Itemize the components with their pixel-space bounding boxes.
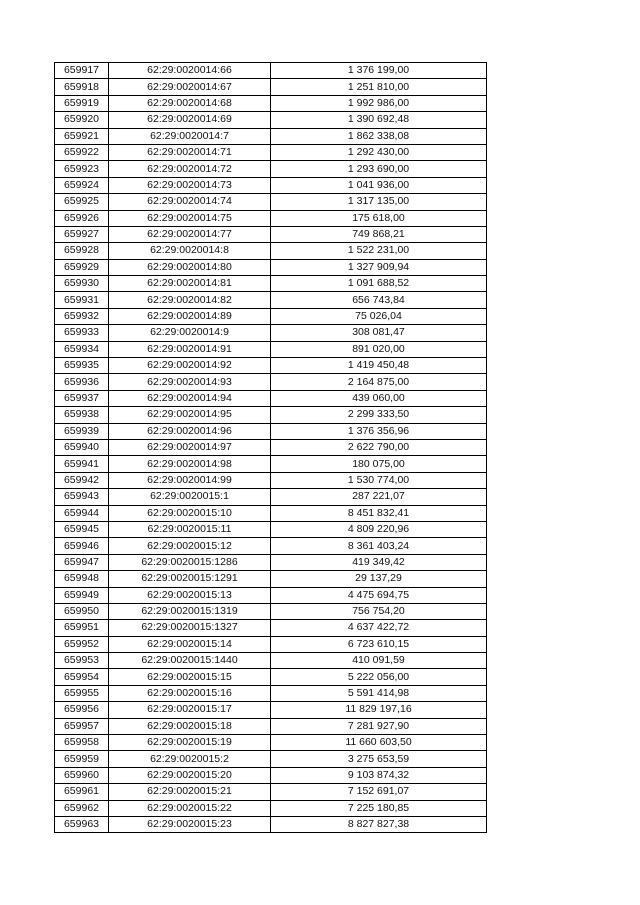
row-number-cell: 659956	[55, 702, 109, 718]
cadastral-number-cell: 62:29:0020014:81	[109, 276, 271, 292]
cadastral-value-cell: 439 060,00	[271, 390, 487, 406]
row-number-cell: 659934	[55, 341, 109, 357]
cadastral-number-cell: 62:29:0020015:1	[109, 489, 271, 505]
cadastral-value-cell: 410 091,59	[271, 653, 487, 669]
cadastral-value-cell: 1 251 810,00	[271, 79, 487, 95]
table-row	[55, 210, 487, 226]
row-number-cell: 659951	[55, 620, 109, 636]
row-number-cell: 659930	[55, 276, 109, 292]
cadastral-number-cell: 62:29:0020015:15	[109, 669, 271, 685]
table-row	[55, 325, 487, 341]
table-row	[55, 767, 487, 783]
cadastral-number-cell: 62:29:0020014:93	[109, 374, 271, 390]
table-row	[55, 161, 487, 177]
cadastral-value-cell: 891 020,00	[271, 341, 487, 357]
table-row	[55, 587, 487, 603]
cadastral-number-cell: 62:29:0020014:75	[109, 210, 271, 226]
cadastral-number-cell: 62:29:0020014:94	[109, 390, 271, 406]
cadastral-value-cell: 1 522 231,00	[271, 243, 487, 259]
row-number-cell: 659944	[55, 505, 109, 521]
cadastral-value-cell: 4 637 422,72	[271, 620, 487, 636]
table-row	[55, 685, 487, 701]
row-number-cell: 659947	[55, 554, 109, 570]
cadastral-number-cell: 62:29:0020014:69	[109, 112, 271, 128]
table-row	[55, 439, 487, 455]
cadastral-value-cell: 749 868,21	[271, 226, 487, 242]
table-row	[55, 636, 487, 652]
row-number-cell: 659933	[55, 325, 109, 341]
cadastral-value-table	[54, 62, 487, 833]
table-row	[55, 538, 487, 554]
row-number-cell: 659945	[55, 521, 109, 537]
cadastral-number-cell: 62:29:0020014:7	[109, 128, 271, 144]
row-number-cell: 659952	[55, 636, 109, 652]
cadastral-number-cell: 62:29:0020015:23	[109, 816, 271, 832]
row-number-cell: 659919	[55, 95, 109, 111]
table-row	[55, 308, 487, 324]
table-row	[55, 718, 487, 734]
cadastral-value-cell: 7 152 691,07	[271, 784, 487, 800]
row-number-cell: 659942	[55, 472, 109, 488]
cadastral-value-cell: 7 225 180,85	[271, 800, 487, 816]
cadastral-number-cell: 62:29:0020014:68	[109, 95, 271, 111]
row-number-cell: 659954	[55, 669, 109, 685]
row-number-cell: 659926	[55, 210, 109, 226]
cadastral-value-cell: 3 275 653,59	[271, 751, 487, 767]
cadastral-value-cell: 29 137,29	[271, 571, 487, 587]
cadastral-number-cell: 62:29:0020014:67	[109, 79, 271, 95]
row-number-cell: 659959	[55, 751, 109, 767]
row-number-cell: 659917	[55, 63, 109, 79]
table-row	[55, 194, 487, 210]
row-number-cell: 659918	[55, 79, 109, 95]
row-number-cell: 659932	[55, 308, 109, 324]
cadastral-number-cell: 62:29:0020015:16	[109, 685, 271, 701]
row-number-cell: 659950	[55, 603, 109, 619]
table-row	[55, 521, 487, 537]
table-row	[55, 816, 487, 832]
cadastral-value-cell: 180 075,00	[271, 456, 487, 472]
table-body	[55, 63, 487, 833]
cadastral-value-cell: 1 862 338,08	[271, 128, 487, 144]
row-number-cell: 659938	[55, 407, 109, 423]
table-row	[55, 554, 487, 570]
table-row	[55, 423, 487, 439]
table-row	[55, 456, 487, 472]
table-row	[55, 751, 487, 767]
table-row	[55, 800, 487, 816]
row-number-cell: 659957	[55, 718, 109, 734]
cadastral-value-cell: 1 293 690,00	[271, 161, 487, 177]
cadastral-value-cell: 5 591 414,98	[271, 685, 487, 701]
table-row	[55, 226, 487, 242]
cadastral-value-cell: 1 327 909,94	[271, 259, 487, 275]
cadastral-value-cell: 287 221,07	[271, 489, 487, 505]
table-row	[55, 374, 487, 390]
cadastral-value-cell: 1 317 135,00	[271, 194, 487, 210]
cadastral-number-cell: 62:29:0020014:8	[109, 243, 271, 259]
cadastral-number-cell: 62:29:0020015:1291	[109, 571, 271, 587]
table-row	[55, 735, 487, 751]
cadastral-value-cell: 2 299 333,50	[271, 407, 487, 423]
table-row	[55, 112, 487, 128]
row-number-cell: 659929	[55, 259, 109, 275]
cadastral-value-cell: 756 754,20	[271, 603, 487, 619]
cadastral-value-cell: 1 390 692,48	[271, 112, 487, 128]
row-number-cell: 659931	[55, 292, 109, 308]
cadastral-number-cell: 62:29:0020015:19	[109, 735, 271, 751]
cadastral-value-cell: 1 530 774,00	[271, 472, 487, 488]
cadastral-value-cell: 1 041 936,00	[271, 177, 487, 193]
cadastral-number-cell: 62:29:0020015:2	[109, 751, 271, 767]
cadastral-value-cell: 175 618,00	[271, 210, 487, 226]
row-number-cell: 659946	[55, 538, 109, 554]
cadastral-value-cell: 4 809 220,96	[271, 521, 487, 537]
row-number-cell: 659955	[55, 685, 109, 701]
cadastral-number-cell: 62:29:0020014:96	[109, 423, 271, 439]
row-number-cell: 659941	[55, 456, 109, 472]
table-row	[55, 603, 487, 619]
cadastral-number-cell: 62:29:0020014:66	[109, 63, 271, 79]
cadastral-number-cell: 62:29:0020015:20	[109, 767, 271, 783]
cadastral-number-cell: 62:29:0020014:89	[109, 308, 271, 324]
cadastral-number-cell: 62:29:0020014:95	[109, 407, 271, 423]
cadastral-value-cell: 1 376 356,96	[271, 423, 487, 439]
cadastral-number-cell: 62:29:0020014:92	[109, 358, 271, 374]
row-number-cell: 659922	[55, 144, 109, 160]
table-row	[55, 358, 487, 374]
table-row	[55, 128, 487, 144]
table-row	[55, 243, 487, 259]
table-row	[55, 407, 487, 423]
row-number-cell: 659939	[55, 423, 109, 439]
cadastral-value-cell: 1 376 199,00	[271, 63, 487, 79]
cadastral-value-cell: 1 292 430,00	[271, 144, 487, 160]
row-number-cell: 659948	[55, 571, 109, 587]
row-number-cell: 659940	[55, 439, 109, 455]
cadastral-value-cell: 2 164 875,00	[271, 374, 487, 390]
row-number-cell: 659927	[55, 226, 109, 242]
cadastral-number-cell: 62:29:0020015:1319	[109, 603, 271, 619]
cadastral-value-cell: 9 103 874,32	[271, 767, 487, 783]
cadastral-number-cell: 62:29:0020014:73	[109, 177, 271, 193]
row-number-cell: 659937	[55, 390, 109, 406]
table-row	[55, 292, 487, 308]
row-number-cell: 659920	[55, 112, 109, 128]
cadastral-value-cell: 5 222 056,00	[271, 669, 487, 685]
table-row	[55, 784, 487, 800]
table-row	[55, 341, 487, 357]
cadastral-value-cell: 1 091 688,52	[271, 276, 487, 292]
cadastral-number-cell: 62:29:0020015:12	[109, 538, 271, 554]
cadastral-number-cell: 62:29:0020014:74	[109, 194, 271, 210]
table-row	[55, 95, 487, 111]
cadastral-number-cell: 62:29:0020014:82	[109, 292, 271, 308]
cadastral-value-cell: 11 829 197,16	[271, 702, 487, 718]
cadastral-value-cell: 1 992 986,00	[271, 95, 487, 111]
cadastral-value-cell: 2 622 790,00	[271, 439, 487, 455]
cadastral-value-cell: 4 475 694,75	[271, 587, 487, 603]
row-number-cell: 659936	[55, 374, 109, 390]
table-row	[55, 653, 487, 669]
row-number-cell: 659962	[55, 800, 109, 816]
cadastral-value-cell: 1 419 450,48	[271, 358, 487, 374]
row-number-cell: 659961	[55, 784, 109, 800]
cadastral-number-cell: 62:29:0020015:10	[109, 505, 271, 521]
cadastral-number-cell: 62:29:0020014:97	[109, 439, 271, 455]
cadastral-number-cell: 62:29:0020014:80	[109, 259, 271, 275]
table-row	[55, 79, 487, 95]
table-row	[55, 259, 487, 275]
cadastral-number-cell: 62:29:0020014:99	[109, 472, 271, 488]
cadastral-number-cell: 62:29:0020015:22	[109, 800, 271, 816]
row-number-cell: 659928	[55, 243, 109, 259]
cadastral-number-cell: 62:29:0020015:21	[109, 784, 271, 800]
cadastral-number-cell: 62:29:0020015:14	[109, 636, 271, 652]
table-row	[55, 276, 487, 292]
cadastral-number-cell: 62:29:0020014:71	[109, 144, 271, 160]
table-row	[55, 472, 487, 488]
table-row	[55, 63, 487, 79]
row-number-cell: 659960	[55, 767, 109, 783]
cadastral-value-cell: 7 281 927,90	[271, 718, 487, 734]
cadastral-number-cell: 62:29:0020015:1327	[109, 620, 271, 636]
cadastral-number-cell: 62:29:0020015:18	[109, 718, 271, 734]
cadastral-number-cell: 62:29:0020014:98	[109, 456, 271, 472]
cadastral-number-cell: 62:29:0020015:11	[109, 521, 271, 537]
cadastral-number-cell: 62:29:0020015:13	[109, 587, 271, 603]
table-row	[55, 571, 487, 587]
row-number-cell: 659953	[55, 653, 109, 669]
row-number-cell: 659958	[55, 735, 109, 751]
table-row	[55, 669, 487, 685]
row-number-cell: 659943	[55, 489, 109, 505]
cadastral-number-cell: 62:29:0020015:17	[109, 702, 271, 718]
cadastral-value-cell: 308 081,47	[271, 325, 487, 341]
cadastral-value-cell: 75 026,04	[271, 308, 487, 324]
table-row	[55, 390, 487, 406]
cadastral-value-cell: 8 827 827,38	[271, 816, 487, 832]
cadastral-number-cell: 62:29:0020014:9	[109, 325, 271, 341]
row-number-cell: 659924	[55, 177, 109, 193]
cadastral-number-cell: 62:29:0020014:91	[109, 341, 271, 357]
cadastral-number-cell: 62:29:0020014:77	[109, 226, 271, 242]
row-number-cell: 659921	[55, 128, 109, 144]
cadastral-value-cell: 8 451 832,41	[271, 505, 487, 521]
row-number-cell: 659923	[55, 161, 109, 177]
cadastral-value-cell: 656 743,84	[271, 292, 487, 308]
row-number-cell: 659925	[55, 194, 109, 210]
row-number-cell: 659963	[55, 816, 109, 832]
cadastral-number-cell: 62:29:0020014:72	[109, 161, 271, 177]
cadastral-value-cell: 6 723 610,15	[271, 636, 487, 652]
row-number-cell: 659935	[55, 358, 109, 374]
row-number-cell: 659949	[55, 587, 109, 603]
cadastral-value-cell: 11 660 603,50	[271, 735, 487, 751]
cadastral-number-cell: 62:29:0020015:1440	[109, 653, 271, 669]
cadastral-number-cell: 62:29:0020015:1286	[109, 554, 271, 570]
table-row	[55, 177, 487, 193]
cadastral-value-cell: 419 349,42	[271, 554, 487, 570]
table-row	[55, 505, 487, 521]
table-row	[55, 620, 487, 636]
table-row	[55, 144, 487, 160]
table-row	[55, 702, 487, 718]
table-row	[55, 489, 487, 505]
cadastral-value-cell: 8 361 403,24	[271, 538, 487, 554]
